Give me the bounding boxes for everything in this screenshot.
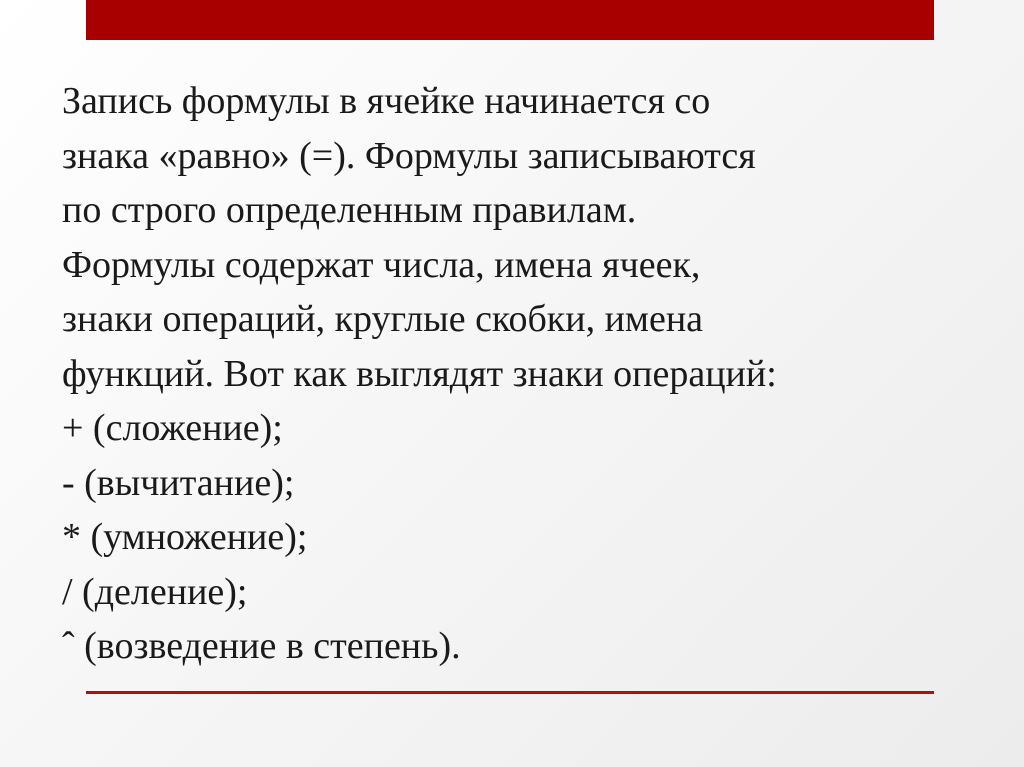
text-line: знака «равно» (=). Формулы записываются [62, 134, 756, 177]
operator-item-division: / (деление); [62, 570, 248, 613]
operator-item-subtraction: - (вычитание); [62, 461, 295, 504]
text-line: Формулы содержат числа, имена ячеек, [62, 243, 701, 286]
text-line: Запись формулы в ячейке начинается со [62, 80, 711, 122]
slide-body-text [62, 74, 962, 674]
text-line: знаки операций, круглые скобки, имена [62, 298, 704, 340]
operator-item-multiplication: * (умножение); [62, 516, 308, 558]
operator-item-addition: + (сложение); [62, 407, 283, 449]
top-accent-bar [86, 0, 934, 40]
text-line: функций. Вот как выглядят знаки операций: [62, 352, 777, 395]
bottom-divider-line [86, 691, 934, 694]
operator-item-exponentiation: ˆ (возведение в степень). [62, 625, 461, 667]
text-line: по строго определенным правилам. [62, 189, 637, 231]
